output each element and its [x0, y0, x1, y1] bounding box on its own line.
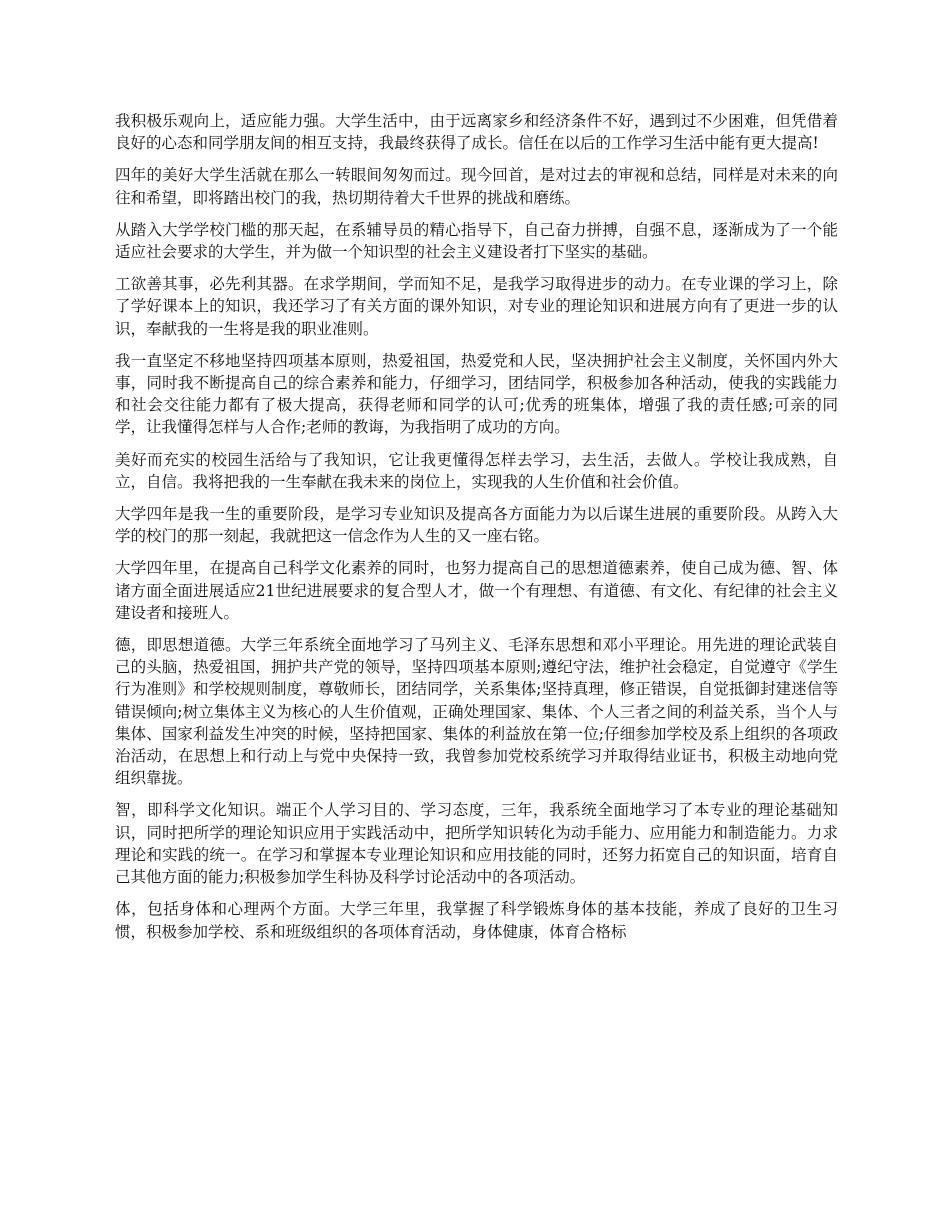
paragraph-8: 大学四年里，在提高自己科学文化素养的同时，也努力提高自己的思想道德素养，使自己成为德、智、体诸方面全面进展适应21世纪进展要求的复合型人才，做一个有理想、有道德、有文化、有纪律的社会主义建设者和接班人。 [115, 559, 838, 622]
paragraph-7: 大学四年是我一生的重要阶段，是学习专业知识及提高各方面能力为以后谋生进展的重要阶段。从跨入大学的校门的那一刻起，我就把这一信念作为人生的又一座右铭。 [115, 505, 838, 546]
paragraph-2: 四年的美好大学生活就在那么一转眼间匆匆而过。现今回首，是对过去的审视和总结，同样是对未来的向往和希望，即将踏出校门的我，热切期待着大千世界的挑战和磨练。 [115, 166, 838, 207]
paragraph-10: 智，即科学文化知识。端正个人学习目的、学习态度，三年，我系统全面地学习了本专业的理论基础知识，同时把所学的理论知识应用于实践活动中，把所学知识转化为动手能力、应用能力和制造能力。力求理论和实践的统一。在学习和掌握本专业理论知识和应用技能的同时，还努力拓宽自己的知识面，培育自己其他方面的能力;积极参加学生科协及科学讨论活动中的各项活动。 [115, 801, 838, 887]
paragraph-5: 我一直坚定不移地坚持四项基本原则，热爱祖国，热爱党和人民，坚决拥护社会主义制度，关怀国内外大事，同时我不断提高自己的综合素养和能力，仔细学习，团结同学，积极参加各种活动，使我的实践能力和社会交往能力都有了极大提高，获得老师和同学的认可;优秀的班集体，增强了我的责任感;可亲的同学，让我懂得怎样与人合作;老师的教诲，为我指明了成功的方向。 [115, 351, 838, 437]
paragraph-3: 从踏入大学学校门槛的那天起，在系辅导员的精心指导下，自己奋力拼搏，自强不息，逐渐成为了一个能适应社会要求的大学生，并为做一个知识型的社会主义建设者打下坚实的基础。 [115, 220, 838, 262]
paragraph-6: 美好而充实的校园生活给与了我知识，它让我更懂得怎样去学习，去生活，去做人。学校让我成熟，自立，自信。我将把我的一生奉献在我未来的岗位上，实现我的人生价值和社会价值。 [115, 450, 838, 491]
paragraph-4: 工欲善其事，必先利其器。在求学期间，学而知不足，是我学习取得进步的动力。在专业课的学习上，除了学好课本上的知识，我还学习了有关方面的课外知识，对专业的理论知识和进展方向有了更进一步的认识，奉献我的一生将是我的职业准则。 [115, 275, 838, 338]
paragraph-1: 我积极乐观向上，适应能力强。大学生活中，由于远离家乡和经济条件不好，遇到过不少困难，但凭借着良好的心态和同学朋友间的相互支持，我最终获得了成长。信任在以后的工作学习生活中能有更大提高! [115, 112, 838, 153]
document-body [115, 110, 838, 953]
paragraph-9: 德，即思想道德。大学三年系统全面地学习了马列主义、毛泽东思想和邓小平理论。用先进的理论武装自己的头脑，热爱祖国，拥护共产党的领导，坚持四项基本原则;遵纪守法，维护社会稳定，自觉遵守《学生行为准则》和学校规则制度，尊敬师长，团结同学，关系集体;坚持真理，修正错误，自觉抵御封建迷信等错误倾向;树立集体主义为核心的人生价值观，正确处理国家、集体、个人三者之间的利益关系，当个人与集体、国家利益发生冲突的时候，坚持把国家、集体的利益放在第一位;仔细参加学校及系上组织的各项政治活动，在思想上和行动上与党中央保持一致，我曾参加党校系统学习并取得结业证书，积极主动地向党组织靠拢。 [115, 636, 838, 788]
paragraph-11: 体，包括身体和心理两个方面。大学三年里，我掌握了科学锻炼身体的基本技能，养成了良好的卫生习惯，积极参加学校、系和班级组织的各项体育活动，身体健康，体育合格标 [115, 900, 838, 941]
